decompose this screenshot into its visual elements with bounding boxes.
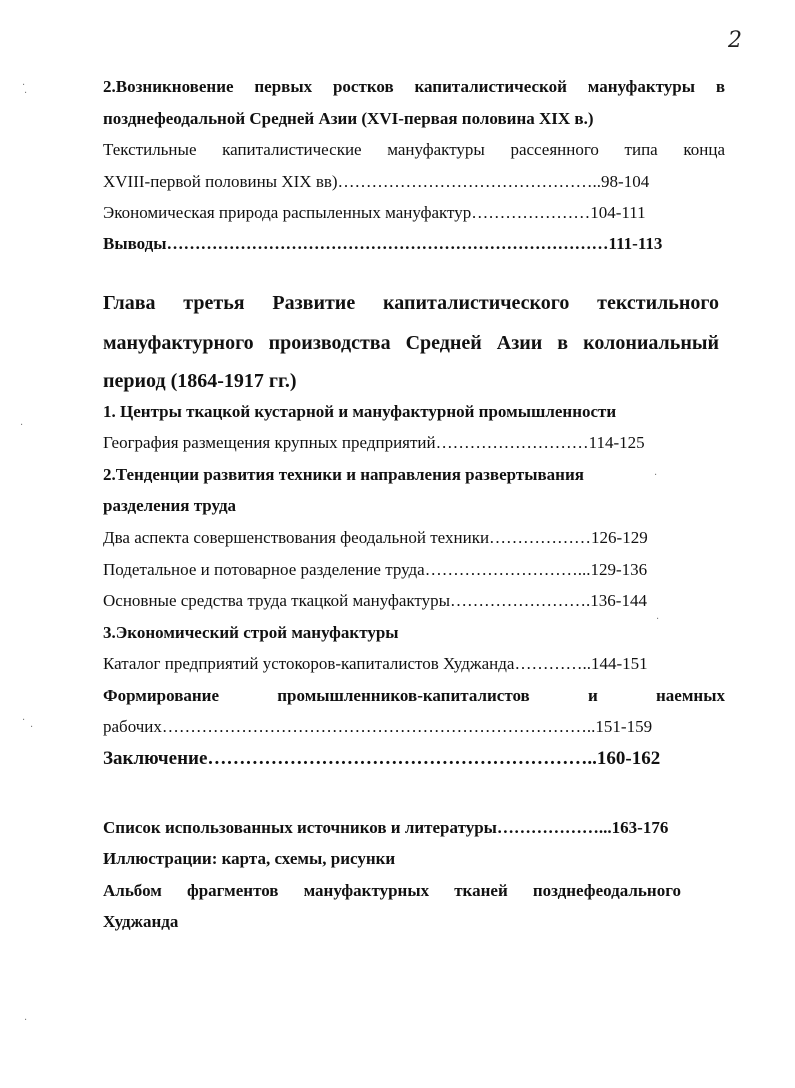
page-number: 2: [728, 28, 742, 53]
chapter-3-title-period: период (1864-1917 гг.): [103, 370, 297, 392]
scan-speck: ·: [654, 470, 658, 481]
toc-album: Альбом фрагментов мануфактурных тканей позднефеодального: [103, 881, 681, 900]
toc-entry: Экономическая природа распыленных мануфактур…………………104-111: [103, 203, 646, 222]
toc-illustrations: Иллюстрации: карта, схемы, рисунки: [103, 849, 396, 868]
section-2-title-cont: разделения труда: [103, 496, 237, 515]
scan-speck: ·: [24, 1015, 28, 1026]
section-2-title-cont: позднефеодальной Средней Азии (XVI-первая половина XIX в.): [103, 109, 594, 128]
section-2-title: 2.Тенденции развития техники и направления развертывания: [103, 465, 584, 484]
section-1-title: 1. Центры ткацкой кустарной и мануфактурной промышленности: [103, 402, 617, 421]
scan-speck: ·: [22, 80, 26, 91]
toc-entry: География размещения крупных предприятий………………………114-125: [103, 433, 645, 452]
section-3-title: 3.Экономический строй мануфактуры: [103, 623, 399, 642]
toc-entry: Основные средства труда ткацкой мануфактуры…………………….136-144: [103, 591, 647, 610]
toc-entry-cont: рабочих…………………………………………………………………..151-159: [103, 717, 653, 736]
toc-conclusion: Заключение……………………………………………………..160-162: [103, 748, 661, 769]
scan-speck: ·: [22, 715, 26, 726]
toc-entry: Два аспекта совершенствования феодальной техники………………126-129: [103, 528, 648, 547]
scan-speck: ·: [656, 614, 660, 625]
toc-album-cont: Худжанда: [103, 912, 179, 931]
toc-sources: Список использованных источников и литературы………………...163-176: [103, 818, 669, 837]
toc-entry: Текстильные капиталистические мануфактуры рассеянного типа конца: [103, 140, 725, 159]
chapter-3-title: Глава третья Развитие капиталистического текстильного: [103, 292, 719, 314]
toc-entry: Каталог предприятий устокоров-капиталистов Худжанда…………..144-151: [103, 654, 648, 673]
toc-conclusions: Выводы……………………………………………………………………111-113: [103, 234, 663, 253]
section-2-title: 2.Возникновение первых ростков капиталистической мануфактуры в: [103, 77, 725, 96]
chapter-3-title-cont: мануфактурного производства Средней Азии в колониальный: [103, 332, 719, 354]
scan-speck: ·: [20, 420, 24, 431]
toc-entry-cont: XVIII-первой половины XIX вв)………………………………………..98-104: [103, 172, 650, 191]
scan-speck: ·: [24, 88, 28, 99]
toc-entry: Подетальное и потоварное разделение труда………………………...129-136: [103, 560, 648, 579]
scan-speck: ·: [30, 722, 34, 733]
toc-entry: Формирование промышленников-капиталистов и наемных: [103, 686, 725, 705]
